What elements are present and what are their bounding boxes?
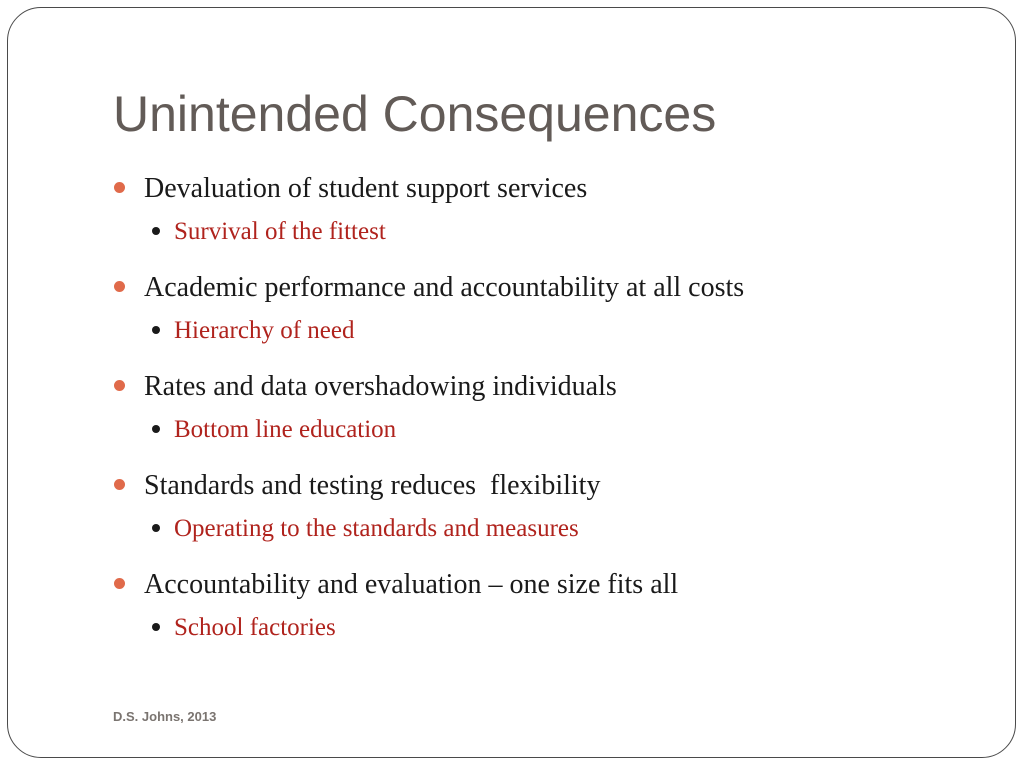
bullet-point — [113, 168, 973, 212]
bullet-dot-icon — [114, 479, 125, 490]
sub-bullet-dot-icon — [152, 425, 160, 433]
sub-bullet-point — [113, 608, 973, 663]
bullet-dot-icon — [114, 281, 125, 292]
bullet-text: Academic performance and accountability at all costs — [144, 272, 745, 303]
bullet-text: Accountability and evaluation – one size fits all — [144, 569, 679, 600]
sub-bullet-text: School factories — [174, 614, 336, 641]
bullet-dot-icon — [114, 380, 125, 391]
bullet-item — [113, 564, 973, 663]
bullet-point — [113, 267, 973, 311]
bullet-text: Rates and data overshadowing individuals — [144, 371, 617, 402]
slide-footer: D.S. Johns, 2013 — [113, 709, 217, 724]
sub-bullet-dot-icon — [152, 623, 160, 631]
bullet-dot-icon — [114, 182, 125, 193]
bullet-item — [113, 366, 973, 465]
sub-bullet-text: Survival of the fittest — [174, 218, 386, 245]
sub-bullet-dot-icon — [152, 524, 160, 532]
bullet-item — [113, 465, 973, 564]
bullet-text: Standards and testing reduces flexibility — [144, 470, 601, 501]
bullet-point — [113, 564, 973, 608]
bullet-item — [113, 267, 973, 366]
sub-bullet-text: Operating to the standards and measures — [174, 515, 579, 542]
sub-bullet-point — [113, 509, 973, 564]
bullet-point — [113, 366, 973, 410]
bullet-point — [113, 465, 973, 509]
sub-bullet-point — [113, 212, 973, 267]
sub-bullet-dot-icon — [152, 326, 160, 334]
sub-bullet-point — [113, 410, 973, 465]
bullet-text: Devaluation of student support services — [144, 173, 588, 204]
sub-bullet-text: Hierarchy of need — [174, 317, 355, 344]
bullet-dot-icon — [114, 578, 125, 589]
bullet-item — [113, 168, 973, 267]
sub-bullet-point — [113, 311, 973, 366]
bullet-list — [113, 168, 973, 663]
slide-title: Unintended Consequences — [113, 86, 717, 142]
sub-bullet-text: Bottom line education — [174, 416, 397, 443]
sub-bullet-dot-icon — [152, 227, 160, 235]
